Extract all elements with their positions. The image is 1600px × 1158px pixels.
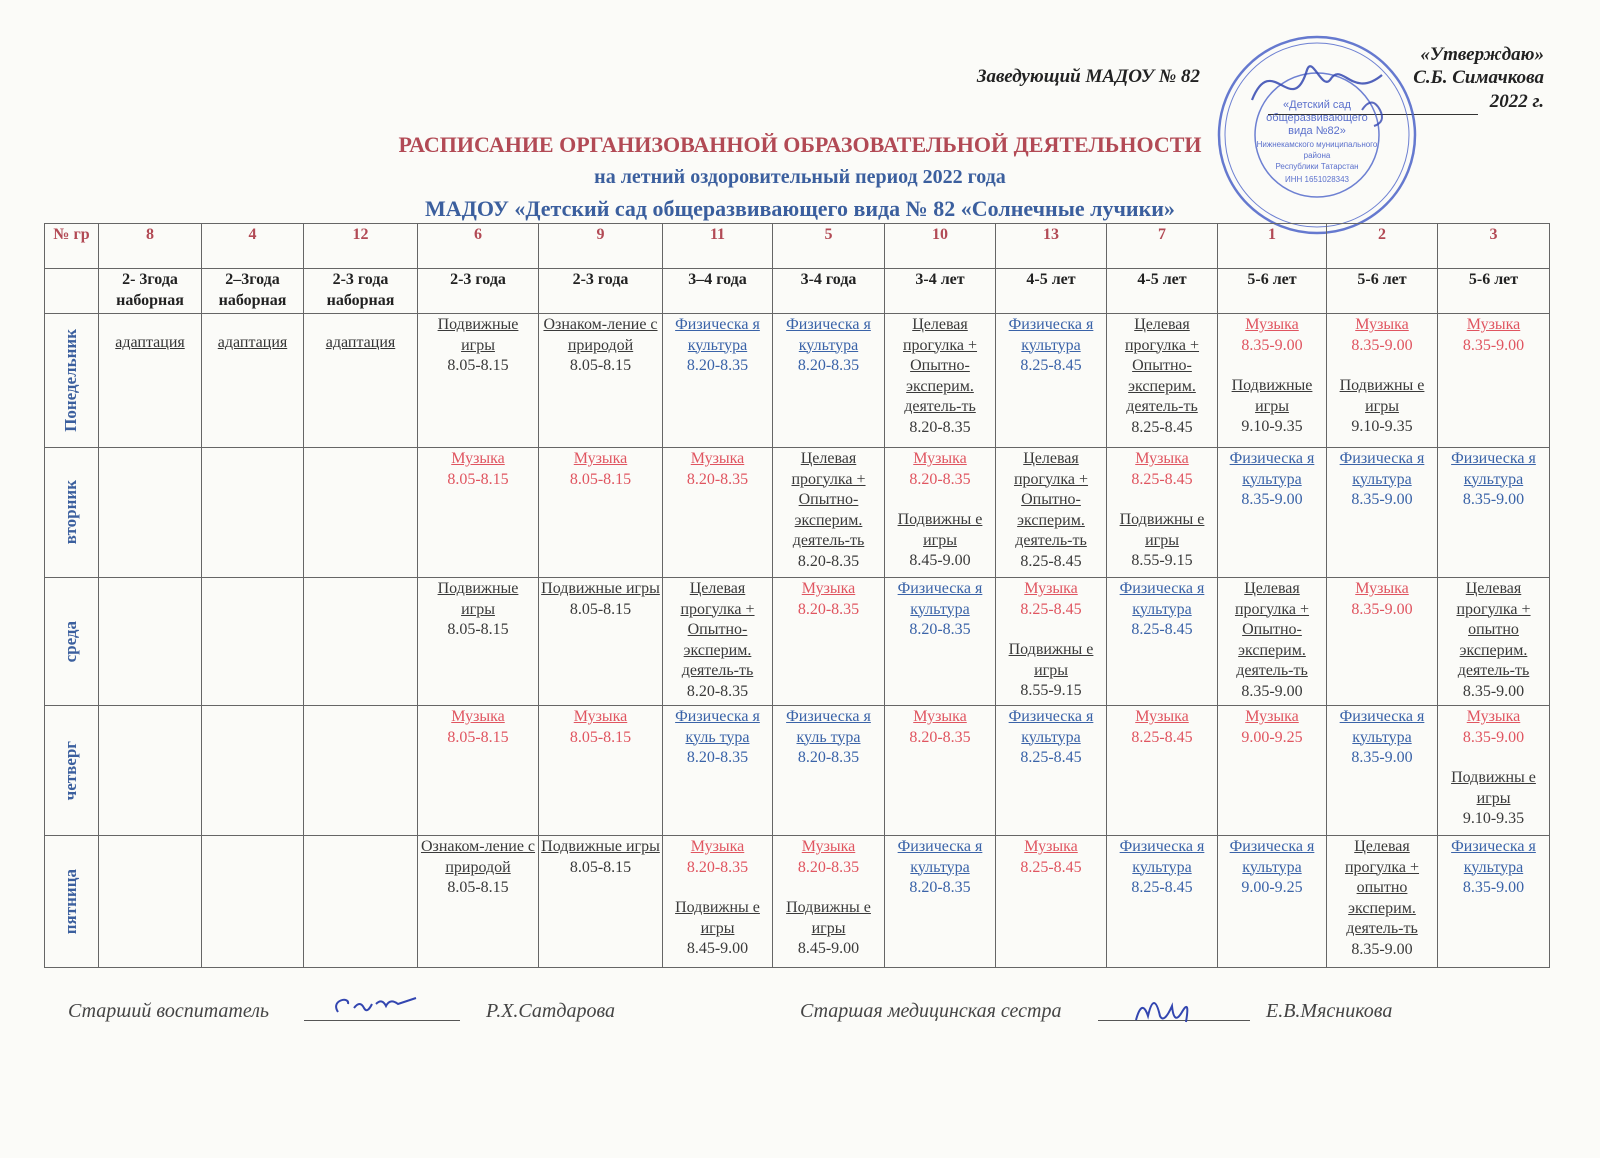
senior-teacher-signature xyxy=(330,990,430,1026)
activity-time: 8.05-8.15 xyxy=(569,858,632,876)
schedule-cell xyxy=(418,578,539,706)
activity-gap xyxy=(775,878,882,898)
svg-text:ИНН 1651028343: ИНН 1651028343 xyxy=(1284,175,1350,184)
activity-label: Целевая прогулка + Опытно-эксперим. деятель-ть xyxy=(1124,316,1200,415)
activity-time: 8.35-9.00 xyxy=(1241,491,1303,508)
group-number: 1 xyxy=(1218,224,1327,269)
group-age: 4-5 лет xyxy=(996,269,1107,314)
activity-label: Подвижные игры xyxy=(437,580,519,618)
activity-time: 8.25-8.45 xyxy=(1131,879,1193,896)
schedule-table xyxy=(44,223,1550,968)
activity-time: 8.45-9.00 xyxy=(686,940,749,957)
schedule-cell xyxy=(304,314,418,448)
group-age: 4-5 лет xyxy=(1107,269,1218,314)
activity-label: Ознаком-ление с природой xyxy=(543,316,658,354)
schedule-cell xyxy=(1107,314,1218,448)
schedule-cell xyxy=(99,448,202,578)
activity-label: Физическа я куль тура xyxy=(786,708,871,746)
activity-time: 8.05-8.15 xyxy=(447,728,509,746)
day-name: вторник xyxy=(61,480,81,545)
activity-label: Физическа я культура xyxy=(897,838,983,876)
day-row xyxy=(45,314,1550,448)
schedule-cell xyxy=(773,314,885,448)
activity-time: 8.20-8.35 xyxy=(797,600,860,618)
schedule-cell xyxy=(202,578,304,706)
activity-label: Музыка xyxy=(1245,708,1299,725)
schedule-cell xyxy=(1438,836,1550,968)
activity-time: 8.25-8.45 xyxy=(1020,552,1082,570)
schedule-cell xyxy=(99,706,202,836)
svg-text:Республики Татарстан: Республики Татарстан xyxy=(1275,162,1359,171)
activity-label: Физическа я культура xyxy=(1229,450,1315,488)
activity-time: 8.55-9.15 xyxy=(1020,682,1082,699)
activity-time: 8.35-9.00 xyxy=(1462,336,1525,354)
activity-label: Физическа я культура xyxy=(1339,708,1425,746)
activity-time: 8.45-9.00 xyxy=(797,940,860,957)
group-age: 3–4 года xyxy=(663,269,773,314)
activity-time: 8.20-8.35 xyxy=(686,357,749,374)
schedule-cell xyxy=(1438,706,1550,836)
adaptation-label: адаптация xyxy=(217,334,288,351)
activity-label: Целевая прогулка + опытно эксперим. деятель-ть xyxy=(1344,838,1420,937)
activity-label: Целевая прогулка + Опытно-эксперим. деятель-ть xyxy=(791,450,866,549)
activity-time: 8.25-8.45 xyxy=(1020,600,1082,618)
activity-label: Музыка xyxy=(913,450,967,467)
activity-label: Подвижны е игры xyxy=(1008,641,1094,679)
activity-time: 8.55-9.15 xyxy=(1131,552,1193,569)
group-number: 2 xyxy=(1327,224,1438,269)
activity-time: 8.35-9.00 xyxy=(1241,682,1303,700)
activity-label: Подвижные игры xyxy=(541,580,660,597)
activity-time: 8.05-8.15 xyxy=(569,357,632,374)
activity-label: Подвижны е игры xyxy=(1119,511,1205,549)
activity-time: 8.20-8.35 xyxy=(686,470,749,488)
activity-label: Целевая прогулка + Опытно-эксперим. деятель-ть xyxy=(902,316,978,415)
schedule-cell xyxy=(885,578,996,706)
schedule-cell xyxy=(885,314,996,448)
activity-label: Физическа я культура xyxy=(786,316,871,354)
head-signature xyxy=(1252,66,1382,100)
schedule-cell xyxy=(1218,448,1327,578)
activity-time: 8.05-8.15 xyxy=(569,470,632,488)
activity-label: Целевая прогулка + Опытно-эксперим. деятель-ть xyxy=(1013,450,1089,549)
activity-label: Музыка xyxy=(451,708,505,725)
activity-time: 8.25-8.45 xyxy=(1020,858,1082,876)
senior-teacher-name: Р.Х.Сатдарова xyxy=(486,1000,616,1022)
schedule-cell xyxy=(663,314,773,448)
activity-gap xyxy=(665,878,770,898)
group-number: 7 xyxy=(1107,224,1218,269)
day-cell xyxy=(45,578,99,706)
activity-label: Подвижны е игры xyxy=(1339,377,1425,415)
day-row xyxy=(45,578,1550,706)
schedule-cell xyxy=(663,706,773,836)
svg-text:общеразвивающего: общеразвивающего xyxy=(1266,112,1368,124)
activity-time: 8.35-9.00 xyxy=(1351,749,1413,766)
activity-label: Музыка xyxy=(1024,838,1078,855)
activity-label: Физическа я культура xyxy=(897,580,983,618)
schedule-cell xyxy=(1327,578,1438,706)
activity-label: Музыка xyxy=(573,450,628,467)
group-age: 5-6 лет xyxy=(1218,269,1327,314)
schedule-cell xyxy=(1327,706,1438,836)
approval-title: «Утверждаю» xyxy=(1420,44,1544,65)
activity-time: 8.05-8.15 xyxy=(447,470,509,488)
activity-label: Целевая прогулка + Опытно-эксперим. деятель-ть xyxy=(1234,580,1310,679)
schedule-cell xyxy=(418,706,539,836)
activity-time: 8.05-8.15 xyxy=(447,879,509,896)
activity-time: 8.35-9.00 xyxy=(1462,879,1525,896)
activity-label: Физическа я культура xyxy=(1451,450,1536,488)
schedule-cell xyxy=(996,448,1107,578)
activity-time: 8.35-9.00 xyxy=(1351,491,1413,508)
activity-label: Музыка xyxy=(1355,580,1409,597)
activity-label: Музыка xyxy=(801,580,856,597)
schedule-cell xyxy=(539,836,663,968)
activity-label: Физическа я культура xyxy=(1119,838,1205,876)
day-name: четверг xyxy=(61,740,81,801)
activity-time: 8.35-9.00 xyxy=(1462,491,1525,508)
svg-text:Нижнекамского муниципального: Нижнекамского муниципального xyxy=(1256,140,1378,149)
schedule-cell xyxy=(885,836,996,968)
schedule-cell xyxy=(99,578,202,706)
group-number: 9 xyxy=(539,224,663,269)
title-line-1: РАСПИСАНИЕ ОРГАНИЗОВАННОЙ ОБРАЗОВАТЕЛЬНОЙ ДЕЯТЕЛЬНОСТИ xyxy=(398,132,1202,157)
day-cell xyxy=(45,836,99,968)
group-age: 5-6 лет xyxy=(1327,269,1438,314)
activity-time: 8.20-8.35 xyxy=(797,858,860,876)
activity-time: 8.05-8.15 xyxy=(569,600,632,618)
schedule-cell xyxy=(1218,314,1327,448)
day-row xyxy=(45,836,1550,968)
day-name: среда xyxy=(61,620,81,663)
group-number: 5 xyxy=(773,224,885,269)
activity-time: 8.35-9.00 xyxy=(1351,940,1413,958)
schedule-cell xyxy=(539,448,663,578)
group-number: 4 xyxy=(202,224,304,269)
schedule-cell xyxy=(304,836,418,968)
group-number: 12 xyxy=(304,224,418,269)
adaptation-label: адаптация xyxy=(115,334,185,351)
activity-time: 9.10-9.35 xyxy=(1241,418,1303,435)
activity-gap xyxy=(887,490,993,510)
group-age: 3-4 года xyxy=(773,269,885,314)
group-age: 3-4 лет xyxy=(885,269,996,314)
approval-name: С.Б. Симачкова xyxy=(1413,67,1544,88)
schedule-cell xyxy=(99,836,202,968)
activity-label: Физическа я культура xyxy=(1008,708,1094,746)
activity-time: 9.00-9.25 xyxy=(1241,879,1303,896)
day-name: Понедельник xyxy=(61,329,81,432)
activity-time: 8.35-9.00 xyxy=(1462,728,1525,746)
group-age: 5-6 лет xyxy=(1438,269,1550,314)
activity-label: Музыка xyxy=(1135,708,1189,725)
activity-time: 9.10-9.35 xyxy=(1351,418,1413,435)
activity-label: Подвижные игры xyxy=(437,316,519,354)
group-number: 6 xyxy=(418,224,539,269)
activity-label: Целевая прогулка + опытно эксперим. деятель-ть xyxy=(1456,580,1531,679)
group-number: 3 xyxy=(1438,224,1550,269)
schedule-cell xyxy=(99,314,202,448)
activity-gap xyxy=(1220,356,1324,376)
activity-label: Физическа я культура xyxy=(1451,838,1536,876)
title-line-3: МАДОУ «Детский сад общеразвивающего вида № 82 «Солнечные лучики» xyxy=(425,196,1175,221)
schedule-cell xyxy=(996,706,1107,836)
activity-label: Музыка xyxy=(573,708,628,725)
activity-time: 8.25-8.45 xyxy=(1131,728,1193,746)
activity-label: Целевая прогулка + Опытно-эксперим. деятель-ть xyxy=(680,580,755,679)
activity-time: 8.35-9.00 xyxy=(1351,600,1413,618)
schedule-cell xyxy=(885,448,996,578)
day-row xyxy=(45,706,1550,836)
activity-time: 8.25-8.45 xyxy=(1131,470,1193,488)
activity-label: Физическа я культура xyxy=(1229,838,1315,876)
activity-time: 8.20-8.35 xyxy=(686,682,749,700)
activity-label: Физическа я культура xyxy=(675,316,760,354)
activity-time: 8.20-8.35 xyxy=(909,470,971,488)
activity-label: Музыка xyxy=(1466,708,1521,725)
schedule-cell xyxy=(663,836,773,968)
senior-nurse-name: Е.В.Мясникова xyxy=(1266,1000,1393,1022)
activity-label: Подвижные игры xyxy=(1231,377,1313,415)
schedule-cell xyxy=(663,448,773,578)
group-number: 8 xyxy=(99,224,202,269)
activity-time: 8.35-9.00 xyxy=(1462,682,1525,700)
activity-time: 8.35-9.00 xyxy=(1241,336,1303,354)
schedule-cell xyxy=(539,314,663,448)
schedule-cell xyxy=(1218,706,1327,836)
group-number: 13 xyxy=(996,224,1107,269)
group-age: 2–3года наборная xyxy=(202,269,304,314)
schedule-cell xyxy=(996,314,1107,448)
activity-time: 9.10-9.35 xyxy=(1462,810,1525,827)
activity-label: Подвижны е игры xyxy=(675,899,760,937)
schedule-cell xyxy=(1107,836,1218,968)
corner-header: № гр xyxy=(45,224,99,269)
activity-time: 9.00-9.25 xyxy=(1241,728,1303,746)
activity-time: 8.20-8.35 xyxy=(909,621,971,638)
group-age: 2-3 года xyxy=(418,269,539,314)
schedule-cell xyxy=(418,448,539,578)
activity-time: 8.20-8.35 xyxy=(686,749,749,766)
schedule-cell xyxy=(1107,706,1218,836)
activity-label: Музыка xyxy=(1355,316,1409,333)
group-age: 2-3 года наборная xyxy=(304,269,418,314)
activity-label: Подвижны е игры xyxy=(897,511,983,549)
activity-label: Подвижные игры xyxy=(541,838,660,855)
activity-label: Музыка xyxy=(690,450,745,467)
activity-label: Музыка xyxy=(451,450,505,467)
schedule-cell xyxy=(202,836,304,968)
activity-label: Подвижны е игры xyxy=(1451,769,1536,807)
activity-label: Музыка xyxy=(913,708,967,725)
day-cell xyxy=(45,314,99,448)
schedule-cell xyxy=(885,706,996,836)
schedule-cell xyxy=(304,578,418,706)
schedule-cell xyxy=(773,706,885,836)
senior-nurse-signature xyxy=(1130,990,1210,1034)
activity-label: Физическа я культура xyxy=(1119,580,1205,618)
activity-time: 8.20-8.35 xyxy=(797,357,860,374)
schedule-cell xyxy=(202,706,304,836)
activity-gap xyxy=(1440,748,1547,768)
activity-time: 8.05-8.15 xyxy=(447,621,509,638)
activity-label: Ознаком-ление с природой xyxy=(420,838,536,876)
activity-time: 8.20-8.35 xyxy=(909,879,971,896)
approval-year: 2022 г. xyxy=(1489,91,1544,112)
activity-label: Музыка xyxy=(1466,316,1521,333)
approval-position: Заведующий МАДОУ № 82 xyxy=(976,66,1200,87)
senior-nurse-role: Старшая медицинская сестра xyxy=(800,1000,1062,1022)
activity-time: 8.25-8.45 xyxy=(1020,357,1082,374)
group-age-row xyxy=(45,269,1550,314)
schedule-cell xyxy=(773,448,885,578)
schedule-cell xyxy=(202,448,304,578)
group-number: 11 xyxy=(663,224,773,269)
schedule-cell xyxy=(1438,448,1550,578)
svg-text:района: района xyxy=(1303,151,1331,160)
activity-label: Подвижны е игры xyxy=(786,899,871,937)
activity-gap xyxy=(1109,490,1215,510)
schedule-cell xyxy=(1218,836,1327,968)
svg-text:«Детский сад: «Детский сад xyxy=(1283,99,1351,111)
schedule-cell xyxy=(1327,836,1438,968)
schedule-cell xyxy=(202,314,304,448)
activity-label: Музыка xyxy=(801,838,856,855)
day-name: пятница xyxy=(61,868,81,935)
day-row xyxy=(45,448,1550,578)
activity-label: Физическа я культура xyxy=(1008,316,1094,354)
schedule-cell xyxy=(1438,314,1550,448)
activity-label: Физическа я культура xyxy=(1339,450,1425,488)
activity-label: Музыка xyxy=(690,838,745,855)
activity-time: 8.20-8.35 xyxy=(797,552,860,570)
schedule-cell xyxy=(773,836,885,968)
group-number: 10 xyxy=(885,224,996,269)
schedule-cell xyxy=(304,448,418,578)
schedule-cell xyxy=(1107,578,1218,706)
schedule-cell xyxy=(418,314,539,448)
adaptation-label: адаптация xyxy=(325,334,396,351)
schedule-cell xyxy=(663,578,773,706)
schedule-cell xyxy=(539,578,663,706)
activity-time: 8.25-8.45 xyxy=(1131,418,1193,436)
activity-time: 8.20-8.35 xyxy=(797,749,860,766)
activity-time: 8.20-8.35 xyxy=(686,858,749,876)
activity-label: Музыка xyxy=(1135,450,1189,467)
activity-label: Музыка xyxy=(1024,580,1078,597)
schedule-cell xyxy=(1327,448,1438,578)
day-cell xyxy=(45,706,99,836)
corner-empty xyxy=(45,269,99,314)
schedule-cell xyxy=(1327,314,1438,448)
activity-time: 8.25-8.45 xyxy=(1020,749,1082,766)
activity-time: 8.45-9.00 xyxy=(909,552,971,569)
activity-time: 8.25-8.45 xyxy=(1131,621,1193,638)
activity-time: 8.05-8.15 xyxy=(569,728,632,746)
activity-time: 8.05-8.15 xyxy=(447,357,509,374)
group-age: 2-3 года xyxy=(539,269,663,314)
schedule-cell xyxy=(304,706,418,836)
activity-time: 8.20-8.35 xyxy=(909,728,971,746)
activity-time: 8.35-9.00 xyxy=(1351,336,1413,354)
schedule-cell xyxy=(418,836,539,968)
day-cell xyxy=(45,448,99,578)
senior-teacher-role: Старший воспитатель xyxy=(68,1000,270,1022)
schedule-cell xyxy=(1438,578,1550,706)
schedule-cell xyxy=(773,578,885,706)
svg-text:вида №82»: вида №82» xyxy=(1288,125,1346,137)
activity-gap xyxy=(1329,356,1435,376)
schedule-cell xyxy=(539,706,663,836)
schedule-cell xyxy=(996,578,1107,706)
activity-time: 8.20-8.35 xyxy=(909,418,971,436)
activity-gap xyxy=(998,620,1104,640)
activity-label: Музыка xyxy=(1245,316,1299,333)
group-number-row xyxy=(45,224,1550,269)
group-age: 2- 3года наборная xyxy=(99,269,202,314)
schedule-cell xyxy=(1107,448,1218,578)
title-line-2: на летний оздоровительный период 2022 года xyxy=(594,166,1006,188)
schedule-cell xyxy=(1218,578,1327,706)
schedule-cell xyxy=(996,836,1107,968)
activity-label: Физическа я куль тура xyxy=(675,708,760,746)
